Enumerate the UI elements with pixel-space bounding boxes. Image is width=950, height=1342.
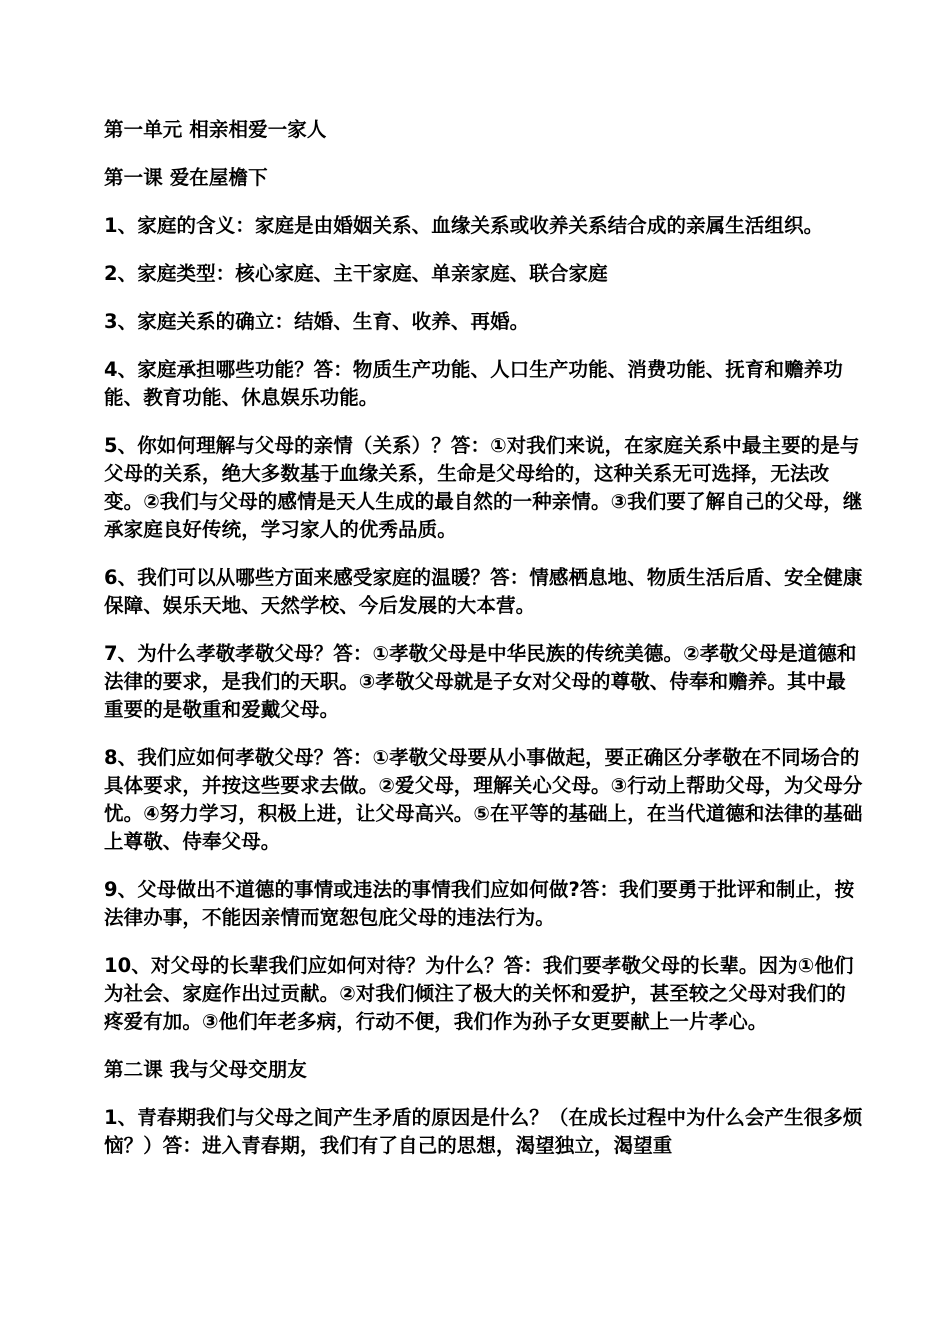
lesson-1-item-8: 8、我们应如何孝敬父母？答：①孝敬父母要从小事做起，要正确区分孝敬在不同场合的具体要求，并按这些要求去做。②爱父母，理解关心父母。③行动上帮助父母，为父母分忧。④努力学习，积极上进，让父母高兴。⑤在平等的基础上，在当代道德和法律的基础上尊敬、侍奉父母。 <box>104 746 863 853</box>
lesson-1-item-4: 4、家庭承担哪些功能？答：物质生产功能、人口生产功能、消费功能、抚育和赡养功能、教育功能、休息娱乐功能。 <box>104 358 843 409</box>
document-page <box>104 116 864 1180</box>
lesson-1-item-9: 9、父母做出不道德的事情或违法的事情我们应如何做?答：我们要勇于批评和制止，按法律办事，不能因亲情而宽恕包庇父母的违法行为。 <box>104 878 855 929</box>
lesson-1-item-2: 2、家庭类型：核心家庭、主干家庭、单亲家庭、联合家庭 <box>104 262 608 285</box>
lesson-1-title: 第一课 爱在屋檐下 <box>104 166 268 189</box>
unit-title: 第一单元 相亲相爱一家人 <box>104 118 327 141</box>
lesson-1-item-7: 7、为什么孝敬孝敬父母？答：①孝敬父母是中华民族的传统美德。②孝敬父母是道德和法律的要求，是我们的天职。③孝敬父母就是子女对父母的尊敬、侍奉和赡养。其中最重要的是敬重和爱戴父母。 <box>104 642 857 721</box>
lesson-1-item-6: 6、我们可以从哪些方面来感受家庭的温暖？答：情感栖息地、物质生活后盾、安全健康保障、娱乐天地、天然学校、今后发展的大本营。 <box>104 566 863 617</box>
lesson-1-item-5: 5、你如何理解与父母的亲情（关系）？答：①对我们来说，在家庭关系中最主要的是与父母的关系，绝大多数基于血缘关系，生命是父母给的，这种关系无可选择，无法改变。②我们与父母的感情是天人生成的最自然的一种亲情。③我们要了解自己的父母，继承家庭良好传统，学习家人的优秀品质。 <box>104 434 863 541</box>
lesson-2-item-1: 1、青春期我们与父母之间产生矛盾的原因是什么？（在成长过程中为什么会产生很多烦恼？）答：进入青春期，我们有了自己的思想，渴望独立，渴望重 <box>104 1106 863 1157</box>
lesson-1-item-1: 1、家庭的含义：家庭是由婚姻关系、血缘关系或收养关系结合成的亲属生活组织。 <box>104 214 824 237</box>
lesson-2-title: 第二课 我与父母交朋友 <box>104 1058 307 1081</box>
lesson-1-item-3: 3、家庭关系的确立：结婚、生育、收养、再婚。 <box>104 310 530 333</box>
lesson-1-item-10: 10、对父母的长辈我们应如何对待？为什么？答：我们要孝敬父母的长辈。因为①他们为社会、家庭作出过贡献。②对我们倾注了极大的关怀和爱护，甚至较之父母对我们的疼爱有加。③他们年老多病，行动不便，我们作为孙子女更要献上一片孝心。 <box>104 954 854 1033</box>
